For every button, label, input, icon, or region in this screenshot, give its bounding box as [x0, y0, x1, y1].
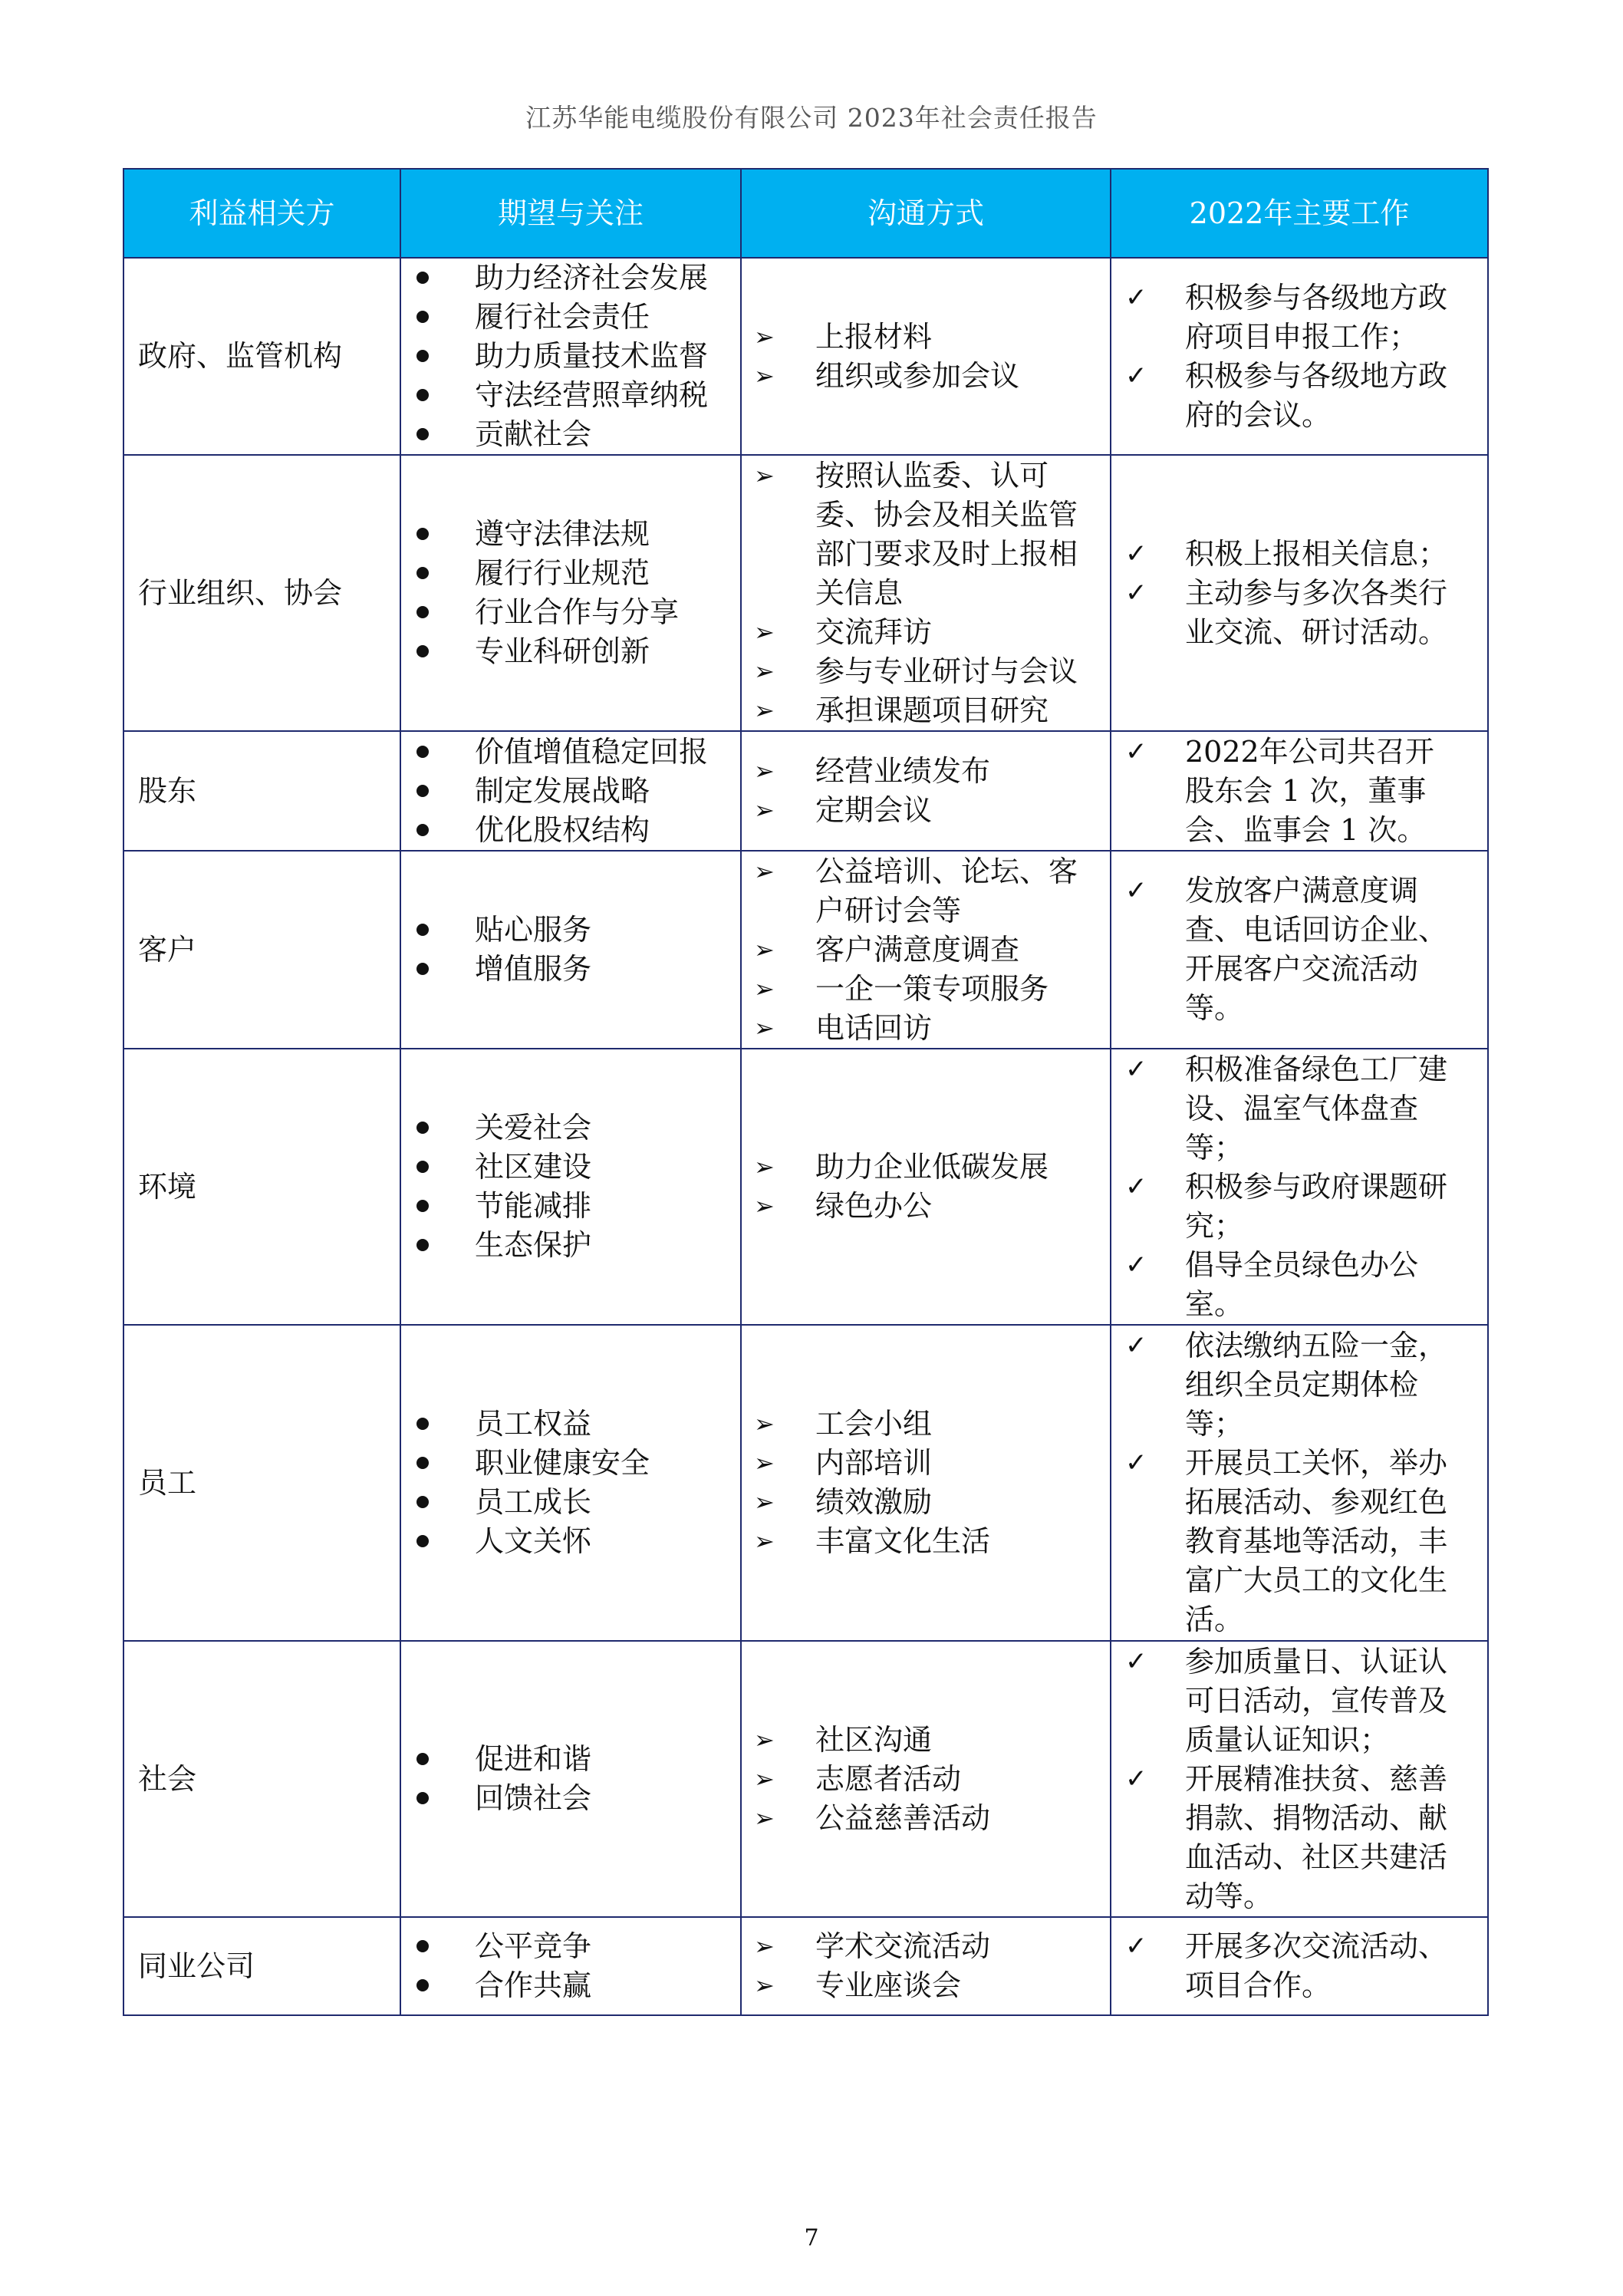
- method-item: ➢ 助力企业低碳发展: [742, 1148, 1110, 1187]
- method-item: ➢ 承担课题项目研究: [742, 691, 1110, 730]
- work-cell: [1111, 1641, 1488, 1917]
- expectation-item: 社区建设: [401, 1148, 740, 1187]
- work-cell: [1111, 1917, 1488, 2015]
- method-item: ➢ 社区沟通: [742, 1721, 1110, 1760]
- work-list: [1111, 278, 1487, 435]
- expectation-item: 助力质量技术监督: [401, 337, 740, 376]
- stakeholder-name: 股东: [123, 731, 400, 851]
- method-item: ➢ 工会小组: [742, 1405, 1110, 1444]
- work-item: ✓ 积极参与各级地方政府的会议。: [1111, 357, 1487, 435]
- expectation-item: 职业健康安全: [401, 1444, 740, 1483]
- methods-cell: [741, 1917, 1111, 2015]
- expectation-item: 优化股权结构: [401, 811, 740, 850]
- expectation-item: 员工权益: [401, 1405, 740, 1444]
- work-list: [1111, 1050, 1487, 1324]
- expectations-cell: [400, 851, 741, 1049]
- expectation-item: 行业合作与分享: [401, 593, 740, 632]
- column-header-methods: 沟通方式: [741, 169, 1111, 258]
- expectation-item: 价值增值稳定回报: [401, 733, 740, 772]
- expectations-list: [401, 1108, 740, 1265]
- work-item: ✓ 开展多次交流活动、项目合作。: [1111, 1927, 1487, 2005]
- work-cell: [1111, 455, 1488, 731]
- expectation-item: 专业科研创新: [401, 632, 740, 671]
- method-item: ➢ 绿色办公: [742, 1187, 1110, 1226]
- method-item: ➢ 参与专业研讨与会议: [742, 652, 1110, 691]
- work-cell: [1111, 731, 1488, 851]
- expectations-cell: [400, 1641, 741, 1917]
- expectations-cell: [400, 1049, 741, 1325]
- method-item: ➢ 一企一策专项服务: [742, 970, 1110, 1009]
- expectations-cell: [400, 1917, 741, 2015]
- page-number: 7: [804, 2225, 819, 2252]
- table-row: [123, 1325, 1488, 1641]
- work-item: ✓ 发放客户满意度调查、电话回访企业、开展客户交流活动等。: [1111, 871, 1487, 1028]
- work-list: [1111, 535, 1487, 652]
- method-item: ➢ 定期会议: [742, 791, 1110, 830]
- expectation-item: 贴心服务: [401, 911, 740, 950]
- stakeholder-name: 客户: [123, 851, 400, 1049]
- stakeholder-name: 员工: [123, 1325, 400, 1641]
- table-row: [123, 1049, 1488, 1325]
- method-item: ➢ 经营业绩发布: [742, 752, 1110, 791]
- expectation-item: 遵守法律法规: [401, 515, 740, 554]
- work-item: ✓ 积极准备绿色工厂建设、温室气体盘查等；: [1111, 1050, 1487, 1168]
- expectations-list: [401, 259, 740, 454]
- methods-cell: [741, 1641, 1111, 1917]
- methods-cell: [741, 455, 1111, 731]
- method-item: ➢ 上报材料: [742, 318, 1110, 357]
- method-item: ➢ 学术交流活动: [742, 1927, 1110, 1966]
- expectations-list: [401, 1740, 740, 1818]
- expectation-item: 人文关怀: [401, 1522, 740, 1561]
- work-item: ✓ 参加质量日、认证认可日活动，宣传普及质量认证知识；: [1111, 1642, 1487, 1760]
- expectation-item: 促进和谐: [401, 1740, 740, 1779]
- expectation-item: 增值服务: [401, 950, 740, 989]
- work-item: ✓ 主动参与多次各类行业交流、研讨活动。: [1111, 574, 1487, 652]
- work-item: ✓ 积极上报相关信息；: [1111, 535, 1487, 574]
- method-item: ➢ 内部培训: [742, 1444, 1110, 1483]
- expectation-item: 履行社会责任: [401, 298, 740, 337]
- expectations-list: [401, 733, 740, 850]
- stakeholder-table: [123, 168, 1489, 2016]
- method-item: ➢ 按照认监委、认可委、协会及相关监管部门要求及时上报相关信息: [742, 456, 1110, 613]
- stakeholder-name: 社会: [123, 1641, 400, 1917]
- expectations-list: [401, 911, 740, 989]
- expectation-item: 制定发展战略: [401, 772, 740, 811]
- method-item: ➢ 公益培训、论坛、客户研讨会等: [742, 852, 1110, 931]
- table-row: [123, 851, 1488, 1049]
- methods-list: [742, 1927, 1110, 2005]
- expectation-item: 关爱社会: [401, 1108, 740, 1148]
- method-item: ➢ 志愿者活动: [742, 1760, 1110, 1799]
- methods-cell: [741, 258, 1111, 455]
- method-item: ➢ 组织或参加会议: [742, 357, 1110, 396]
- stakeholder-name: 环境: [123, 1049, 400, 1325]
- method-item: ➢ 电话回访: [742, 1009, 1110, 1048]
- work-item: ✓ 积极参与各级地方政府项目申报工作；: [1111, 278, 1487, 357]
- work-item: ✓ 积极参与政府课题研究；: [1111, 1168, 1487, 1246]
- stakeholder-name: 行业组织、协会: [123, 455, 400, 731]
- work-cell: [1111, 258, 1488, 455]
- table-row: [123, 258, 1488, 455]
- stakeholder-name: 政府、监管机构: [123, 258, 400, 455]
- expectation-item: 生态保护: [401, 1226, 740, 1265]
- methods-list: [742, 752, 1110, 830]
- methods-list: [742, 318, 1110, 396]
- table-header-row: [123, 169, 1488, 258]
- expectation-item: 助力经济社会发展: [401, 259, 740, 298]
- expectation-item: 守法经营照章纳税: [401, 376, 740, 415]
- method-item: ➢ 公益慈善活动: [742, 1799, 1110, 1838]
- expectations-list: [401, 1927, 740, 2005]
- method-item: ➢ 绩效激励: [742, 1483, 1110, 1522]
- stakeholder-name: 同业公司: [123, 1917, 400, 2015]
- work-cell: [1111, 1325, 1488, 1641]
- work-list: [1111, 733, 1487, 850]
- methods-list: [742, 852, 1110, 1048]
- page-header: 江苏华能电缆股份有限公司 2023年社会责任报告: [525, 103, 1098, 133]
- work-list: [1111, 1642, 1487, 1916]
- expectations-cell: [400, 731, 741, 851]
- work-item: ✓ 倡导全员绿色办公室。: [1111, 1246, 1487, 1324]
- column-header-party: 利益相关方: [123, 169, 400, 258]
- methods-list: [742, 456, 1110, 730]
- work-item: ✓ 开展精准扶贫、慈善捐款、捐物活动、献血活动、社区共建活动等。: [1111, 1760, 1487, 1916]
- methods-list: [742, 1721, 1110, 1838]
- table-row: [123, 731, 1488, 851]
- expectations-cell: [400, 258, 741, 455]
- work-item: ✓ 2022年公司共召开股东会 1 次，董事会、监事会 1 次。: [1111, 733, 1487, 850]
- expectations-list: [401, 1405, 740, 1561]
- method-item: ➢ 专业座谈会: [742, 1966, 1110, 2005]
- work-cell: [1111, 851, 1488, 1049]
- table-row: [123, 1917, 1488, 2015]
- work-list: [1111, 871, 1487, 1028]
- expectation-item: 履行行业规范: [401, 554, 740, 593]
- expectation-item: 回馈社会: [401, 1779, 740, 1818]
- expectations-cell: [400, 455, 741, 731]
- expectation-item: 贡献社会: [401, 415, 740, 454]
- column-header-work: 2022年主要工作: [1111, 169, 1488, 258]
- work-list: [1111, 1927, 1487, 2005]
- expectations-list: [401, 515, 740, 671]
- work-list: [1111, 1326, 1487, 1639]
- method-item: ➢ 丰富文化生活: [742, 1522, 1110, 1561]
- methods-list: [742, 1148, 1110, 1226]
- method-item: ➢ 交流拜访: [742, 613, 1110, 652]
- expectation-item: 合作共赢: [401, 1966, 740, 2005]
- work-item: ✓ 开展员工关怀，举办拓展活动、参观红色教育基地等活动，丰富广大员工的文化生活。: [1111, 1444, 1487, 1639]
- expectation-item: 员工成长: [401, 1483, 740, 1522]
- methods-cell: [741, 1049, 1111, 1325]
- table-row: [123, 1641, 1488, 1917]
- expectation-item: 公平竞争: [401, 1927, 740, 1966]
- column-header-expectations: 期望与关注: [400, 169, 741, 258]
- methods-cell: [741, 731, 1111, 851]
- method-item: ➢ 客户满意度调查: [742, 931, 1110, 970]
- methods-list: [742, 1405, 1110, 1561]
- work-cell: [1111, 1049, 1488, 1325]
- expectation-item: 节能减排: [401, 1187, 740, 1226]
- table-row: [123, 455, 1488, 731]
- expectations-cell: [400, 1325, 741, 1641]
- work-item: ✓ 依法缴纳五险一金，组织全员定期体检等；: [1111, 1326, 1487, 1444]
- methods-cell: [741, 1325, 1111, 1641]
- methods-cell: [741, 851, 1111, 1049]
